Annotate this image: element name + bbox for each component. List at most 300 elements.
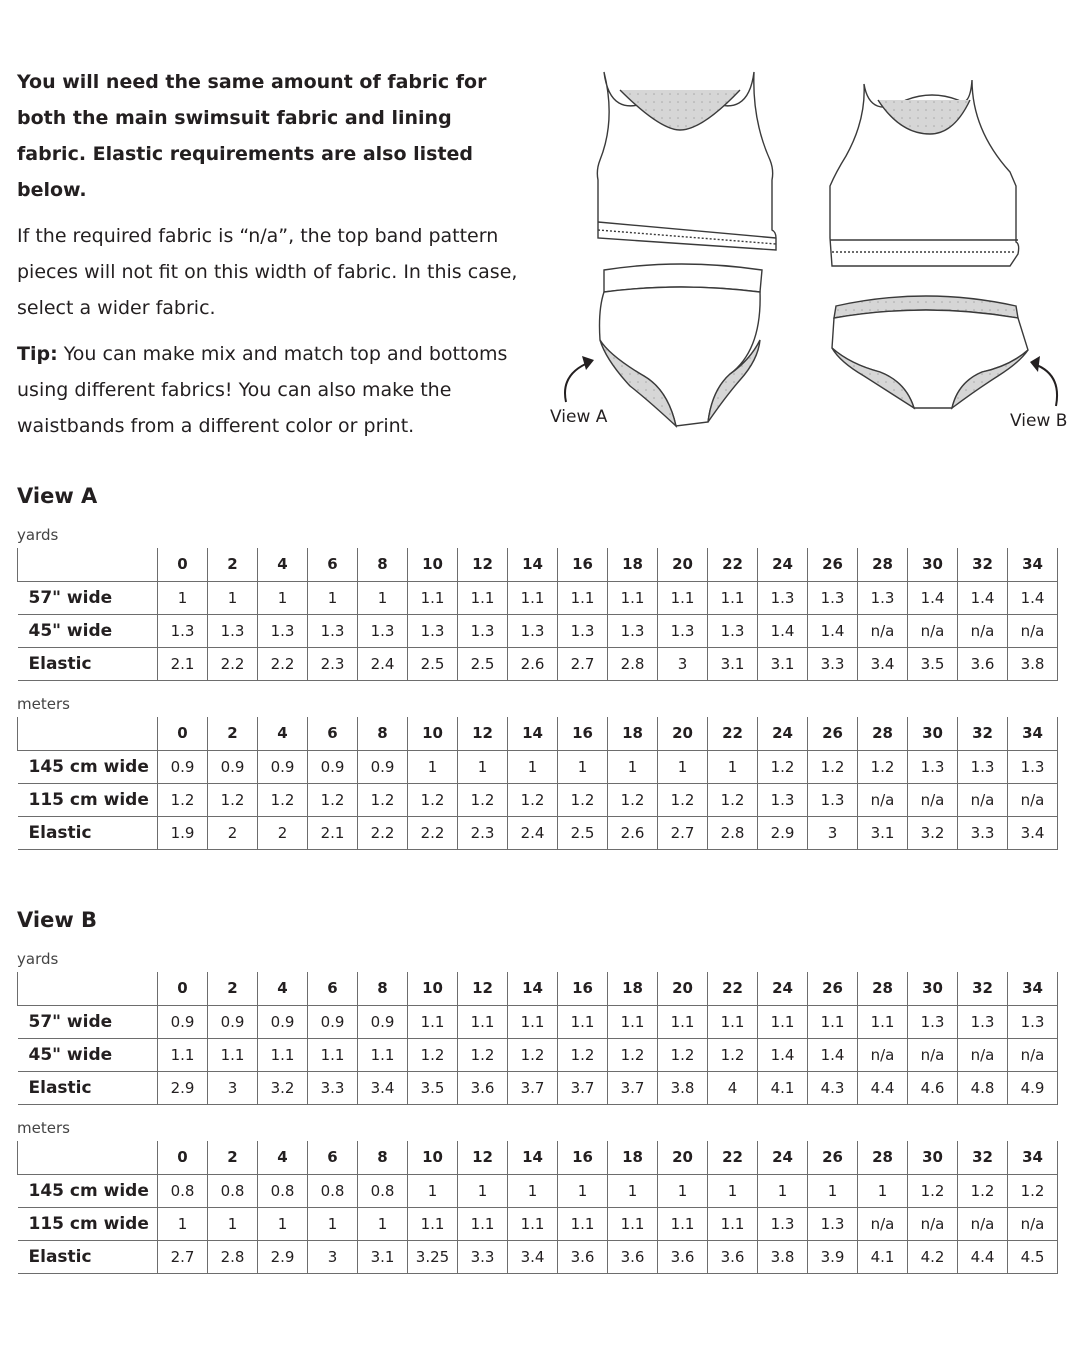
tip-text: You can make mix and match top and bottoms using different fabrics! You can also make the waistbands from a different color or print. [17,343,508,437]
value-cell: 0.8 [258,1174,308,1207]
value-cell: 3 [208,1071,258,1104]
value-cell: 1.1 [508,1207,558,1240]
value-cell: 1.3 [908,750,958,783]
size-header-cell: 10 [408,1141,458,1174]
value-cell: 2.8 [708,816,758,849]
value-cell: 2.9 [758,816,808,849]
value-cell: 1 [658,1174,708,1207]
value-cell: 1.1 [458,581,508,614]
tip-paragraph [17,336,527,444]
value-cell: 2.2 [408,816,458,849]
value-cell: 4.5 [1008,1240,1058,1273]
value-cell: 1.2 [658,1038,708,1071]
value-cell: 3.6 [958,647,1008,680]
size-header-row [18,972,1058,1005]
value-cell: 1.2 [958,1174,1008,1207]
size-header-cell: 18 [608,717,658,750]
size-header-cell: 26 [808,717,858,750]
row-label: 57" wide [18,1005,158,1038]
value-cell: 4.3 [808,1071,858,1104]
size-header-cell: 32 [958,1141,1008,1174]
value-cell: 1 [358,581,408,614]
table-row [18,581,1058,614]
value-cell: 1.1 [608,1207,658,1240]
value-cell: 1.2 [408,1038,458,1071]
value-cell: 1.3 [658,614,708,647]
view-a-title: View A [17,484,98,508]
value-cell: 1.3 [208,614,258,647]
value-cell: 1.3 [258,614,308,647]
view-a-arrowhead-icon [582,356,594,370]
row-label: 57" wide [18,581,158,614]
size-header-cell: 20 [658,972,708,1005]
size-header-cell: 32 [958,548,1008,581]
value-cell: 1.2 [708,783,758,816]
view-b-top-drawing [830,80,1019,266]
value-cell: 1.3 [808,1207,858,1240]
size-header-cell: 0 [158,548,208,581]
size-header-cell: 30 [908,972,958,1005]
table-row [18,816,1058,849]
value-cell: 1.1 [858,1005,908,1038]
size-header-cell: 28 [858,1141,908,1174]
size-header-cell: 10 [408,717,458,750]
value-cell: 1.2 [608,783,658,816]
size-header-cell: 2 [208,972,258,1005]
view-b-meters-table [17,1141,1058,1274]
value-cell: 4.6 [908,1071,958,1104]
value-cell: 1.3 [1008,1005,1058,1038]
value-cell: 1 [308,1207,358,1240]
value-cell: 3.8 [658,1071,708,1104]
value-cell: 1 [508,1174,558,1207]
row-label: 45" wide [18,1038,158,1071]
value-cell: 1 [458,750,508,783]
header-corner-cell [18,717,158,750]
size-header-cell: 4 [258,1141,308,1174]
size-header-cell: 14 [508,717,558,750]
value-cell: 1.1 [458,1207,508,1240]
value-cell: n/a [908,1038,958,1071]
header-corner-cell [18,1141,158,1174]
value-cell: 1.3 [858,581,908,614]
view-b-bottom-drawing [832,296,1028,408]
size-header-cell: 6 [308,717,358,750]
value-cell: 1 [508,750,558,783]
value-cell: 1 [158,581,208,614]
value-cell: 1 [408,750,458,783]
value-cell: n/a [958,783,1008,816]
size-header-cell: 0 [158,972,208,1005]
size-header-cell: 8 [358,548,408,581]
value-cell: 4.8 [958,1071,1008,1104]
value-cell: 3 [658,647,708,680]
row-label: Elastic [18,816,158,849]
value-cell: 2.6 [508,647,558,680]
header-corner-cell [18,972,158,1005]
table-row [18,1174,1058,1207]
value-cell: n/a [908,783,958,816]
value-cell: n/a [1008,614,1058,647]
row-label: 115 cm wide [18,1207,158,1240]
value-cell: 1.2 [158,783,208,816]
value-cell: 1 [358,1207,408,1240]
value-cell: 1.3 [958,750,1008,783]
value-cell: 4.1 [858,1240,908,1273]
value-cell: 2.5 [458,647,508,680]
value-cell: 2.1 [308,816,358,849]
value-cell: 1.1 [608,1005,658,1038]
size-header-cell: 32 [958,717,1008,750]
value-cell: 1.2 [1008,1174,1058,1207]
size-header-cell: 28 [858,972,908,1005]
size-header-cell: 4 [258,717,308,750]
view-a-meters-unit: meters [17,695,70,713]
value-cell: 1 [258,581,308,614]
value-cell: 0.8 [158,1174,208,1207]
table-row [18,614,1058,647]
size-header-cell: 22 [708,972,758,1005]
size-header-cell: 16 [558,1141,608,1174]
value-cell: 1.3 [758,783,808,816]
value-cell: 3.2 [908,816,958,849]
value-cell: 3.3 [958,816,1008,849]
value-cell: 1.1 [708,1207,758,1240]
value-cell: 0.9 [208,1005,258,1038]
value-cell: 3 [808,816,858,849]
value-cell: 0.9 [308,1005,358,1038]
value-cell: n/a [958,614,1008,647]
size-header-cell: 8 [358,972,408,1005]
value-cell: 3.1 [858,816,908,849]
value-cell: 3.9 [808,1240,858,1273]
value-cell: 1.2 [358,783,408,816]
na-explanation: If the required fabric is “n/a”, the top band pattern pieces will not fit on this width of fabric. In this case, select a wider fabric. [17,225,518,319]
size-header-cell: 6 [308,972,358,1005]
value-cell: 3.7 [508,1071,558,1104]
value-cell: 0.9 [258,1005,308,1038]
value-cell: 1.4 [758,1038,808,1071]
row-label: Elastic [18,1240,158,1273]
value-cell: 1 [408,1174,458,1207]
view-a-yards-unit: yards [17,526,59,544]
value-cell: 3.5 [408,1071,458,1104]
value-cell: 1.2 [308,783,358,816]
view-a-meters-table [17,717,1058,850]
swimsuit-illustration [540,60,1080,440]
value-cell: 1.1 [508,581,558,614]
size-header-cell: 10 [408,972,458,1005]
size-header-cell: 28 [858,717,908,750]
size-header-cell: 34 [1008,1141,1058,1174]
value-cell: 2.2 [358,816,408,849]
value-cell: 1 [208,1207,258,1240]
value-cell: 1 [158,1207,208,1240]
value-cell: n/a [958,1038,1008,1071]
header-corner-cell [18,548,158,581]
value-cell: 1.3 [708,614,758,647]
value-cell: 2.5 [558,816,608,849]
size-header-cell: 2 [208,717,258,750]
value-cell: n/a [1008,783,1058,816]
size-header-cell: 20 [658,1141,708,1174]
size-header-cell: 30 [908,1141,958,1174]
size-header-cell: 24 [758,1141,808,1174]
value-cell: 0.9 [158,750,208,783]
value-cell: 3.4 [858,647,908,680]
size-header-cell: 26 [808,548,858,581]
value-cell: 2.6 [608,816,658,849]
size-header-cell: 2 [208,548,258,581]
size-header-cell: 0 [158,1141,208,1174]
row-label: Elastic [18,1071,158,1104]
value-cell: 1.3 [758,581,808,614]
size-header-cell: 34 [1008,972,1058,1005]
size-header-cell: 24 [758,717,808,750]
value-cell: 1.1 [558,581,608,614]
view-b-title: View B [17,908,98,932]
size-header-cell: 18 [608,548,658,581]
size-header-cell: 22 [708,548,758,581]
view-b-meters-unit: meters [17,1119,70,1137]
value-cell: 4.2 [908,1240,958,1273]
value-cell: n/a [858,614,908,647]
value-cell: n/a [908,1207,958,1240]
size-header-cell: 16 [558,972,608,1005]
table-row [18,1071,1058,1104]
value-cell: 1.2 [458,1038,508,1071]
view-b-yards-unit: yards [17,950,59,968]
value-cell: 1.2 [658,783,708,816]
value-cell: n/a [858,1207,908,1240]
value-cell: 1.1 [658,581,708,614]
size-header-cell: 34 [1008,717,1058,750]
tip-label: Tip: [17,343,58,365]
value-cell: 1.1 [358,1038,408,1071]
value-cell: 1.1 [608,581,658,614]
size-header-cell: 32 [958,972,1008,1005]
size-header-row [18,717,1058,750]
value-cell: 3.1 [708,647,758,680]
size-header-cell: 4 [258,972,308,1005]
value-cell: 1.2 [558,783,608,816]
value-cell: 2.4 [508,816,558,849]
value-cell: 0.9 [308,750,358,783]
size-header-row [18,1141,1058,1174]
value-cell: 1.2 [458,783,508,816]
value-cell: 1.3 [608,614,658,647]
size-header-cell: 34 [1008,548,1058,581]
value-cell: 1.2 [558,1038,608,1071]
value-cell: 1 [708,750,758,783]
row-label: 145 cm wide [18,750,158,783]
value-cell: 1.1 [258,1038,308,1071]
value-cell: 0.9 [208,750,258,783]
value-cell: 1 [608,1174,658,1207]
value-cell: 1.2 [258,783,308,816]
value-cell: 1.9 [158,816,208,849]
fabric-amount-note: You will need the same amount of fabric for both the main swimsuit fabric and lining fabric. Elastic requirements are also listed below. [17,71,487,201]
value-cell: 1.1 [408,1005,458,1038]
value-cell: 2.9 [158,1071,208,1104]
value-cell: 3.8 [758,1240,808,1273]
size-header-cell: 24 [758,548,808,581]
table-row [18,1005,1058,1038]
size-header-cell: 26 [808,1141,858,1174]
value-cell: 1 [758,1174,808,1207]
value-cell: n/a [1008,1207,1058,1240]
value-cell: 1.2 [608,1038,658,1071]
value-cell: 1.1 [408,1207,458,1240]
value-cell: 1.1 [508,1005,558,1038]
value-cell: 1 [458,1174,508,1207]
size-header-cell: 16 [558,717,608,750]
view-b-yards-table [17,972,1058,1105]
value-cell: 3.6 [708,1240,758,1273]
value-cell: 4.9 [1008,1071,1058,1104]
value-cell: 3.2 [258,1071,308,1104]
value-cell: 1.3 [508,614,558,647]
value-cell: 1.4 [958,581,1008,614]
value-cell: 2.9 [258,1240,308,1273]
value-cell: 3.1 [758,647,808,680]
value-cell: 2.7 [158,1240,208,1273]
value-cell: 1.1 [458,1005,508,1038]
size-header-cell: 18 [608,1141,658,1174]
value-cell: 1.2 [708,1038,758,1071]
value-cell: 0.9 [358,1005,408,1038]
size-header-cell: 12 [458,972,508,1005]
value-cell: 3.3 [458,1240,508,1273]
size-header-cell: 24 [758,972,808,1005]
size-header-cell: 2 [208,1141,258,1174]
value-cell: 1.3 [1008,750,1058,783]
value-cell: 4.4 [958,1240,1008,1273]
value-cell: 2.3 [458,816,508,849]
value-cell: 2.1 [158,647,208,680]
view-a-yards-table [17,548,1058,681]
size-header-cell: 22 [708,717,758,750]
value-cell: 1.1 [708,581,758,614]
value-cell: 2.3 [308,647,358,680]
value-cell: 3.8 [1008,647,1058,680]
value-cell: 1.2 [858,750,908,783]
size-header-cell: 4 [258,548,308,581]
value-cell: 3.7 [608,1071,658,1104]
value-cell: 1 [258,1207,308,1240]
value-cell: 1.3 [458,614,508,647]
size-header-cell: 22 [708,1141,758,1174]
value-cell: 3.7 [558,1071,608,1104]
row-label: 45" wide [18,614,158,647]
view-b-label: View B [1010,411,1068,431]
value-cell: 2.8 [608,647,658,680]
value-cell: 3.4 [358,1071,408,1104]
size-header-cell: 14 [508,1141,558,1174]
value-cell: 1.4 [1008,581,1058,614]
value-cell: 2.7 [558,647,608,680]
size-header-cell: 20 [658,717,708,750]
value-cell: 1 [558,1174,608,1207]
value-cell: 1.2 [508,783,558,816]
view-b-arrowhead-icon [1030,356,1040,372]
size-header-cell: 6 [308,548,358,581]
value-cell: 1.3 [808,581,858,614]
value-cell: 2.5 [408,647,458,680]
size-header-cell: 8 [358,717,408,750]
value-cell: 2.8 [208,1240,258,1273]
value-cell: 1.2 [908,1174,958,1207]
value-cell: 3.5 [908,647,958,680]
table-row [18,1038,1058,1071]
row-label: Elastic [18,647,158,680]
value-cell: 1.1 [208,1038,258,1071]
value-cell: 1.2 [808,750,858,783]
value-cell: 1.2 [508,1038,558,1071]
value-cell: 0.9 [258,750,308,783]
value-cell: 1.1 [558,1005,608,1038]
value-cell: n/a [858,1038,908,1071]
table-row [18,750,1058,783]
size-header-cell: 18 [608,972,658,1005]
value-cell: 1.2 [408,783,458,816]
table-row [18,1207,1058,1240]
value-cell: 1 [558,750,608,783]
value-cell: 1.1 [758,1005,808,1038]
size-header-cell: 12 [458,1141,508,1174]
value-cell: 1.4 [808,614,858,647]
value-cell: n/a [908,614,958,647]
row-label: 115 cm wide [18,783,158,816]
size-header-cell: 26 [808,972,858,1005]
value-cell: 1 [858,1174,908,1207]
value-cell: 4.4 [858,1071,908,1104]
value-cell: 1.1 [708,1005,758,1038]
value-cell: 3.6 [608,1240,658,1273]
value-cell: 1.4 [908,581,958,614]
value-cell: 1.3 [958,1005,1008,1038]
value-cell: 0.8 [208,1174,258,1207]
value-cell: 1.3 [158,614,208,647]
value-cell: n/a [858,783,908,816]
value-cell: 2.2 [208,647,258,680]
value-cell: 3.25 [408,1240,458,1273]
size-header-cell: 8 [358,1141,408,1174]
view-a-label: View A [550,407,608,427]
value-cell: 1.4 [758,614,808,647]
value-cell: 1.3 [808,783,858,816]
value-cell: 3.3 [308,1071,358,1104]
value-cell: 3 [308,1240,358,1273]
value-cell: 1.1 [558,1207,608,1240]
value-cell: n/a [1008,1038,1058,1071]
value-cell: 1 [708,1174,758,1207]
size-header-cell: 30 [908,717,958,750]
value-cell: 2 [208,816,258,849]
value-cell: 1.3 [358,614,408,647]
value-cell: 1.1 [408,581,458,614]
value-cell: 1 [808,1174,858,1207]
size-header-cell: 20 [658,548,708,581]
value-cell: 3.4 [1008,816,1058,849]
value-cell: 1.4 [808,1038,858,1071]
table-row [18,647,1058,680]
size-header-cell: 14 [508,972,558,1005]
value-cell: 1.1 [308,1038,358,1071]
value-cell: 2 [258,816,308,849]
size-header-cell: 6 [308,1141,358,1174]
value-cell: 3.6 [658,1240,708,1273]
